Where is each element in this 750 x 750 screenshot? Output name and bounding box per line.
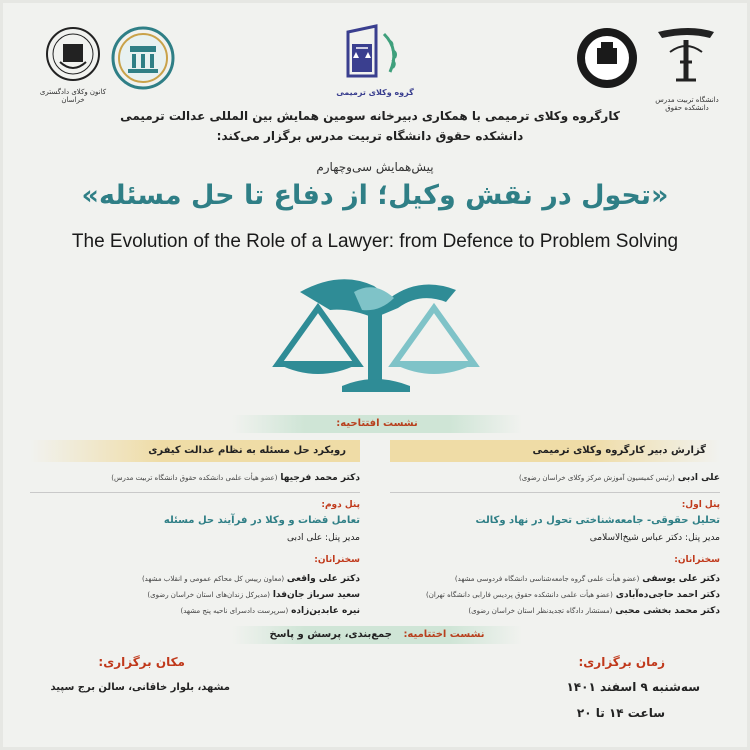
panel1-speaker-1-name: دکتر علی یوسفی xyxy=(642,574,720,584)
panel1-speaker-2-name: دکتر احمد حاجی‌ده‌آبادی xyxy=(615,590,720,600)
restorative-lawyers-group-logo xyxy=(338,22,412,94)
panel1-moderator: مدیر پنل: دکتر عباس شیخ‌الاسلامی xyxy=(589,533,720,543)
opening-left-person: دکتر محمد فرجیها xyxy=(280,473,360,483)
panel2-speaker-1-name: دکتر علی واقعی xyxy=(286,574,360,584)
restorative-lawyers-caption: گروه وکلای ترمیمی xyxy=(336,88,414,97)
panel2-moderator: مدیر پنل: علی ادبی xyxy=(286,533,360,543)
panel2-speaker-3-name: نیره عابدین‌زاده xyxy=(291,606,360,616)
place-label: مکان برگزاری: xyxy=(98,655,185,669)
closing-text: جمع‌بندی، پرسش و پاسخ xyxy=(269,629,392,640)
panel1-speaker-1 xyxy=(455,574,720,584)
opening-left-heading: رویکرد حل مسئله به نظام عدالت کیفری xyxy=(30,440,360,462)
opening-session-banner: نشست افتتاحیه: xyxy=(232,415,522,433)
panel2-speaker-2-role: (مدیرکل زندان‌های استان خراسان رضوی) xyxy=(147,591,270,599)
pre-title: پیش‌همایش سی‌وچهارم xyxy=(316,160,434,174)
opening-left-speaker xyxy=(111,473,360,483)
title-english: The Evolution of the Role of a Lawyer: from Defence to Problem Solving xyxy=(71,231,679,252)
opening-right-person: علی ادبی xyxy=(677,473,720,483)
opening-right-speaker xyxy=(519,473,720,483)
panel1-speaker-2 xyxy=(426,590,720,600)
panel1-speaker-3-name: دکتر محمد بخشی محبی xyxy=(615,606,720,616)
panel1-topic: تحلیل حقوقی- جامعه‌شناختی تحول در نهاد وکالت xyxy=(475,515,720,526)
panel2-speaker-3 xyxy=(181,606,360,616)
intro-line-2: دانشکده حقوق دانشگاه تربیت مدرس برگزار می‌کند: xyxy=(216,129,524,143)
event-hours: ساعت ۱۴ تا ۲۰ xyxy=(576,706,665,720)
opening-right-role: (رئیس کمیسیون آموزش مرکز وکلای خراسان رضوی) xyxy=(518,474,675,482)
khorasan-bar-caption: کانون وکلای دادگستری خراسان xyxy=(39,88,107,104)
title-persian: «تحول در نقش وکیل؛ از دفاع تا حل مسئله» xyxy=(81,180,669,211)
razavi-university-logo xyxy=(572,22,642,94)
event-place: مشهد، بلوار خاقانی، سالن برج سپید xyxy=(50,682,230,693)
event-date: سه‌شنبه ۹ اسفند ۱۴۰۱ xyxy=(566,680,700,694)
tarbiat-modares-caption: دانشگاه تربیت مدرس دانشکده حقوق xyxy=(655,96,719,112)
panel1-speaker-1-role: (عضو هیأت علمی گروه جامعه‌شناسی دانشگاه فردوسی مشهد) xyxy=(454,575,640,583)
divider-right xyxy=(390,492,720,493)
panel1-label: پنل اول: xyxy=(681,500,720,510)
panel1-speakers-label: سخنرانان: xyxy=(674,555,720,565)
panel2-speaker-2 xyxy=(147,590,360,600)
khorasan-bar-association-logo xyxy=(38,22,108,94)
closing-session-banner xyxy=(232,626,522,644)
panel1-speaker-2-role: (عضو هیأت علمی دانشکده حقوق پردیس فارابی دانشگاه تهران) xyxy=(425,591,613,599)
time-label: زمان برگزاری: xyxy=(578,655,665,669)
panel1-speaker-3-role: (مستشار دادگاه تجدیدنظر استان خراسان رضوی) xyxy=(468,607,613,615)
intro-line-1: کارگروه وکلای ترمیمی با همکاری دبیرخانه سومین همایش بین المللی عدالت ترمیمی xyxy=(120,109,620,123)
opening-left-role: (عضو هیأت علمی دانشکده حقوق دانشگاه تربیت مدرس) xyxy=(111,474,278,482)
closing-label: نشست اختتامیه: xyxy=(403,629,485,640)
panel1-speaker-3 xyxy=(468,606,720,616)
panel2-speakers-label: سخنرانان: xyxy=(314,555,360,565)
panel2-topic: تعامل قضات و وکلا در فرآیند حل مسئله xyxy=(163,515,360,526)
panel2-label: پنل دوم: xyxy=(321,500,360,510)
divider-left xyxy=(30,492,360,493)
opening-right-heading: گزارش دبیر کارگروه وکلای ترمیمی xyxy=(390,440,720,462)
panel2-speaker-1-role: (معاون رییس کل محاکم عمومی و انقلاب مشهد) xyxy=(141,575,285,583)
scales-handshake-illustration xyxy=(270,268,482,398)
panel2-speaker-1 xyxy=(142,574,360,584)
panel2-speaker-2-name: سعید سرباز جان‌فدا xyxy=(272,590,360,600)
bar-center-logo xyxy=(108,22,178,94)
tarbiat-modares-logo xyxy=(650,22,722,94)
panel2-speaker-3-role: (سرپرست دادسرای ناحیه پنج مشهد) xyxy=(180,607,289,615)
